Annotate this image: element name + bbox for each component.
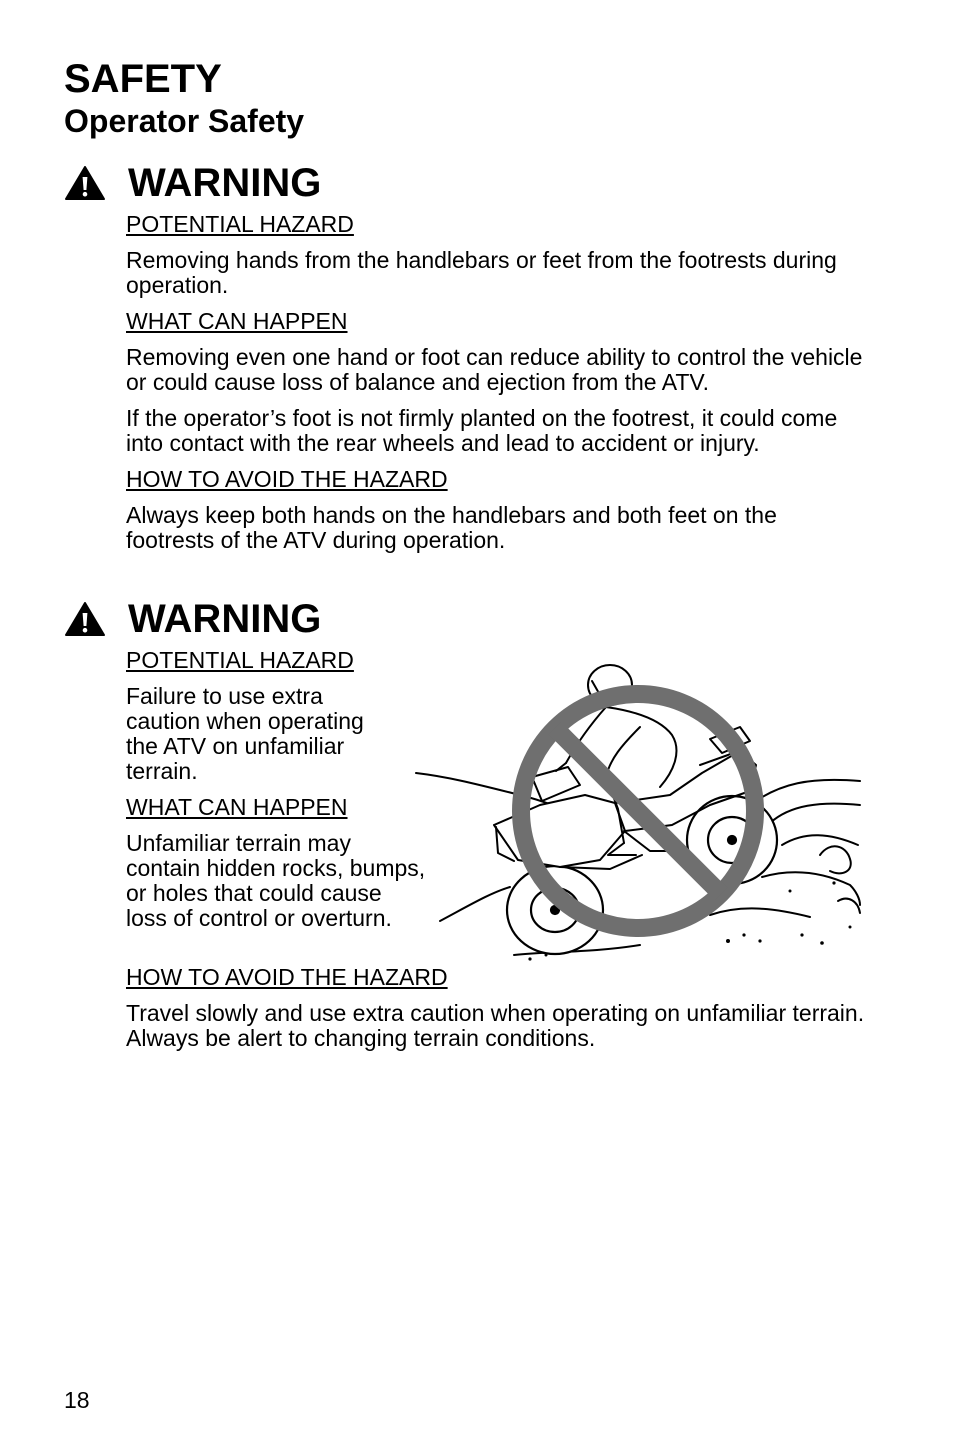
what-can-happen-text: Removing even one hand or foot can reduce ability to control the vehicle or could cause loss of balance and ejection from the ATV. <box>126 344 863 395</box>
warning-content-wide <box>126 965 866 1062</box>
potential-hazard-text: Removing hands from the handlebars or feet from the footrests during operation. <box>126 247 837 298</box>
potential-hazard-label: POTENTIAL HAZARD <box>126 647 354 673</box>
page-title: SAFETY <box>64 57 222 101</box>
page-number: 18 <box>64 1387 90 1413</box>
how-to-avoid-label: HOW TO AVOID THE HAZARD <box>126 466 448 492</box>
what-can-happen-label: WHAT CAN HAPPEN <box>126 794 348 820</box>
atv-terrain-illustration <box>410 655 862 967</box>
potential-hazard-label: POTENTIAL HAZARD <box>126 211 354 237</box>
warning-heading <box>64 158 106 208</box>
what-can-happen-text-2: If the operator’s foot is not firmly planted on the footrest, it could come into contact with the rear wheels and lead to accident or injury. <box>126 405 838 456</box>
warning-content-narrow <box>126 648 426 942</box>
warning-triangle-icon <box>64 601 106 637</box>
potential-hazard-text: Failure to use extra caution when operating the ATV on unfamiliar terrain. <box>126 683 364 784</box>
page-subtitle: Operator Safety <box>64 103 305 139</box>
warning-title: WARNING <box>128 597 322 641</box>
how-to-avoid-text: Always keep both hands on the handlebars and both feet on the footrests of the ATV during operation. <box>126 502 777 553</box>
warning-content <box>126 212 866 564</box>
warning-triangle-icon <box>64 165 106 201</box>
how-to-avoid-label: HOW TO AVOID THE HAZARD <box>126 964 448 990</box>
what-can-happen-label: WHAT CAN HAPPEN <box>126 308 348 334</box>
warning-title: WARNING <box>128 161 322 205</box>
what-can-happen-text: Unfamiliar terrain may contain hidden rocks, bumps, or holes that could cause loss of control or overturn. <box>126 830 426 931</box>
how-to-avoid-text: Travel slowly and use extra caution when operating on unfamiliar terrain. Always be alert to changing terrain conditions. <box>126 1000 865 1051</box>
warning-heading <box>64 594 106 644</box>
